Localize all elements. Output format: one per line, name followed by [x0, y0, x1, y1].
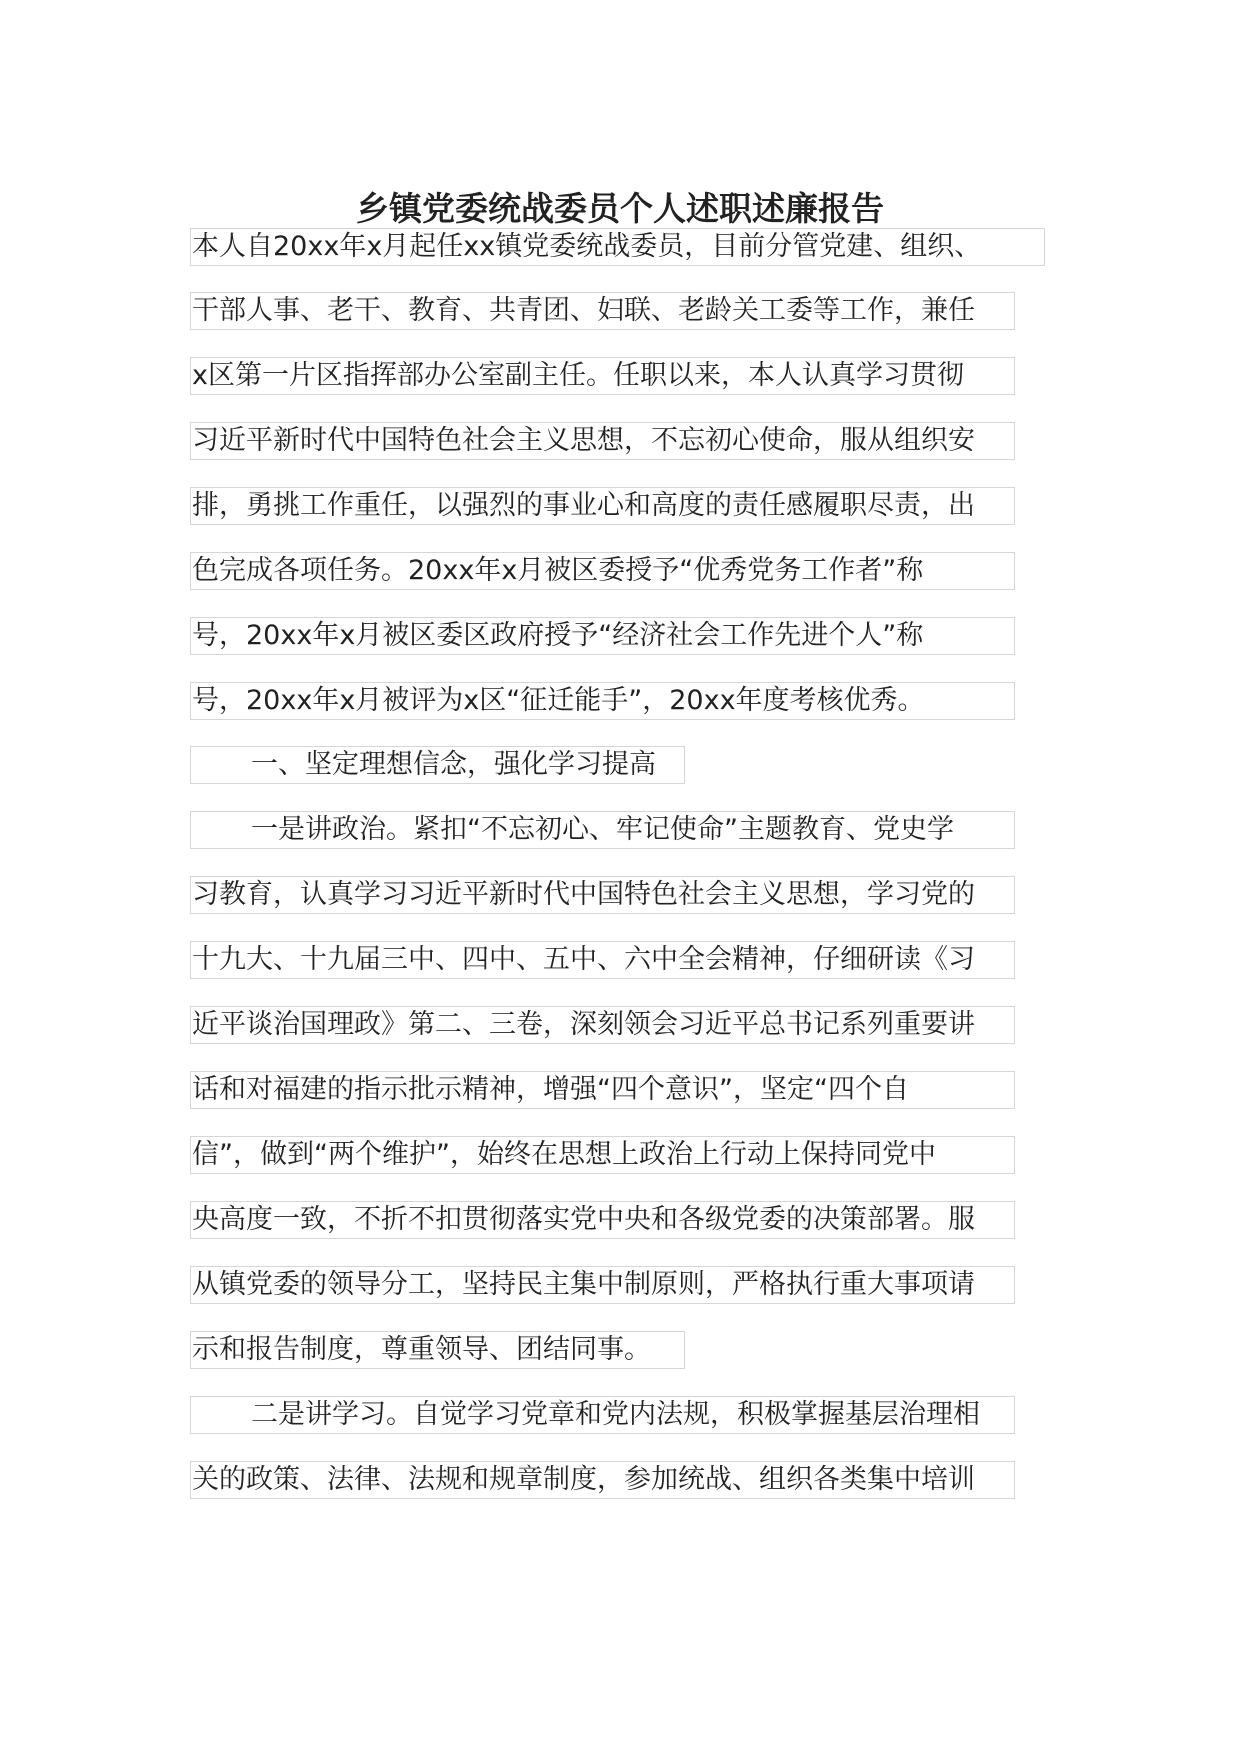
text-line: 信”，做到“两个维护”，始终在思想上政治上行动上保持同党中 [190, 1136, 1015, 1174]
text-line: 排，勇挑工作重任，以强烈的事业心和高度的责任感履职尽责，出 [190, 487, 1015, 525]
text-line: 习教育，认真学习习近平新时代中国特色社会主义思想，学习党的 [190, 876, 1015, 914]
text-line: 一是讲政治。紧扣“不忘初心、牢记使命”主题教育、党史学 [190, 811, 1015, 849]
text-line: 十九大、十九届三中、四中、五中、六中全会精神，仔细研读《习 [190, 941, 1015, 979]
text-line: 号，20xx年x月被区委区政府授予“经济社会工作先进个人”称 [190, 617, 1015, 655]
text-line: 号，20xx年x月被评为x区“征迁能手”，20xx年度考核优秀。 [190, 682, 1015, 720]
text-line: 从镇党委的领导分工，坚持民主集中制原则，严格执行重大事项请 [190, 1266, 1015, 1304]
text-line: 干部人事、老干、教育、共青团、妇联、老龄关工委等工作，兼任 [190, 292, 1015, 330]
text-line: 二是讲学习。自觉学习党章和党内法规，积极掌握基层治理相 [190, 1396, 1015, 1434]
text-line: 关的政策、法律、法规和规章制度，参加统战、组织各类集中培训 [190, 1461, 1015, 1499]
text-line: 习近平新时代中国特色社会主义思想，不忘初心使命，服从组织安 [190, 422, 1015, 460]
section-heading: 一、坚定理想信念，强化学习提高 [190, 746, 685, 784]
text-line: 近平谈治国理政》第二、三卷，深刻领会习近平总书记系列重要讲 [190, 1006, 1015, 1044]
document-title: 乡镇党委统战委员个人述职述廉报告 [356, 189, 884, 228]
text-line: 本人自20xx年x月起任xx镇党委统战委员，目前分管党建、组织、 [190, 228, 1045, 266]
text-line: 央高度一致，不折不扣贯彻落实党中央和各级党委的决策部署。服 [190, 1201, 1015, 1239]
text-line: 示和报告制度，尊重领导、团结同事。 [190, 1331, 685, 1369]
text-line: x区第一片区指挥部办公室副主任。任职以来，本人认真学习贯彻 [190, 357, 1015, 395]
text-line: 话和对福建的指示批示精神，增强“四个意识”，坚定“四个自 [190, 1071, 1015, 1109]
text-line: 色完成各项任务。20xx年x月被区委授予“优秀党务工作者”称 [190, 552, 1015, 590]
